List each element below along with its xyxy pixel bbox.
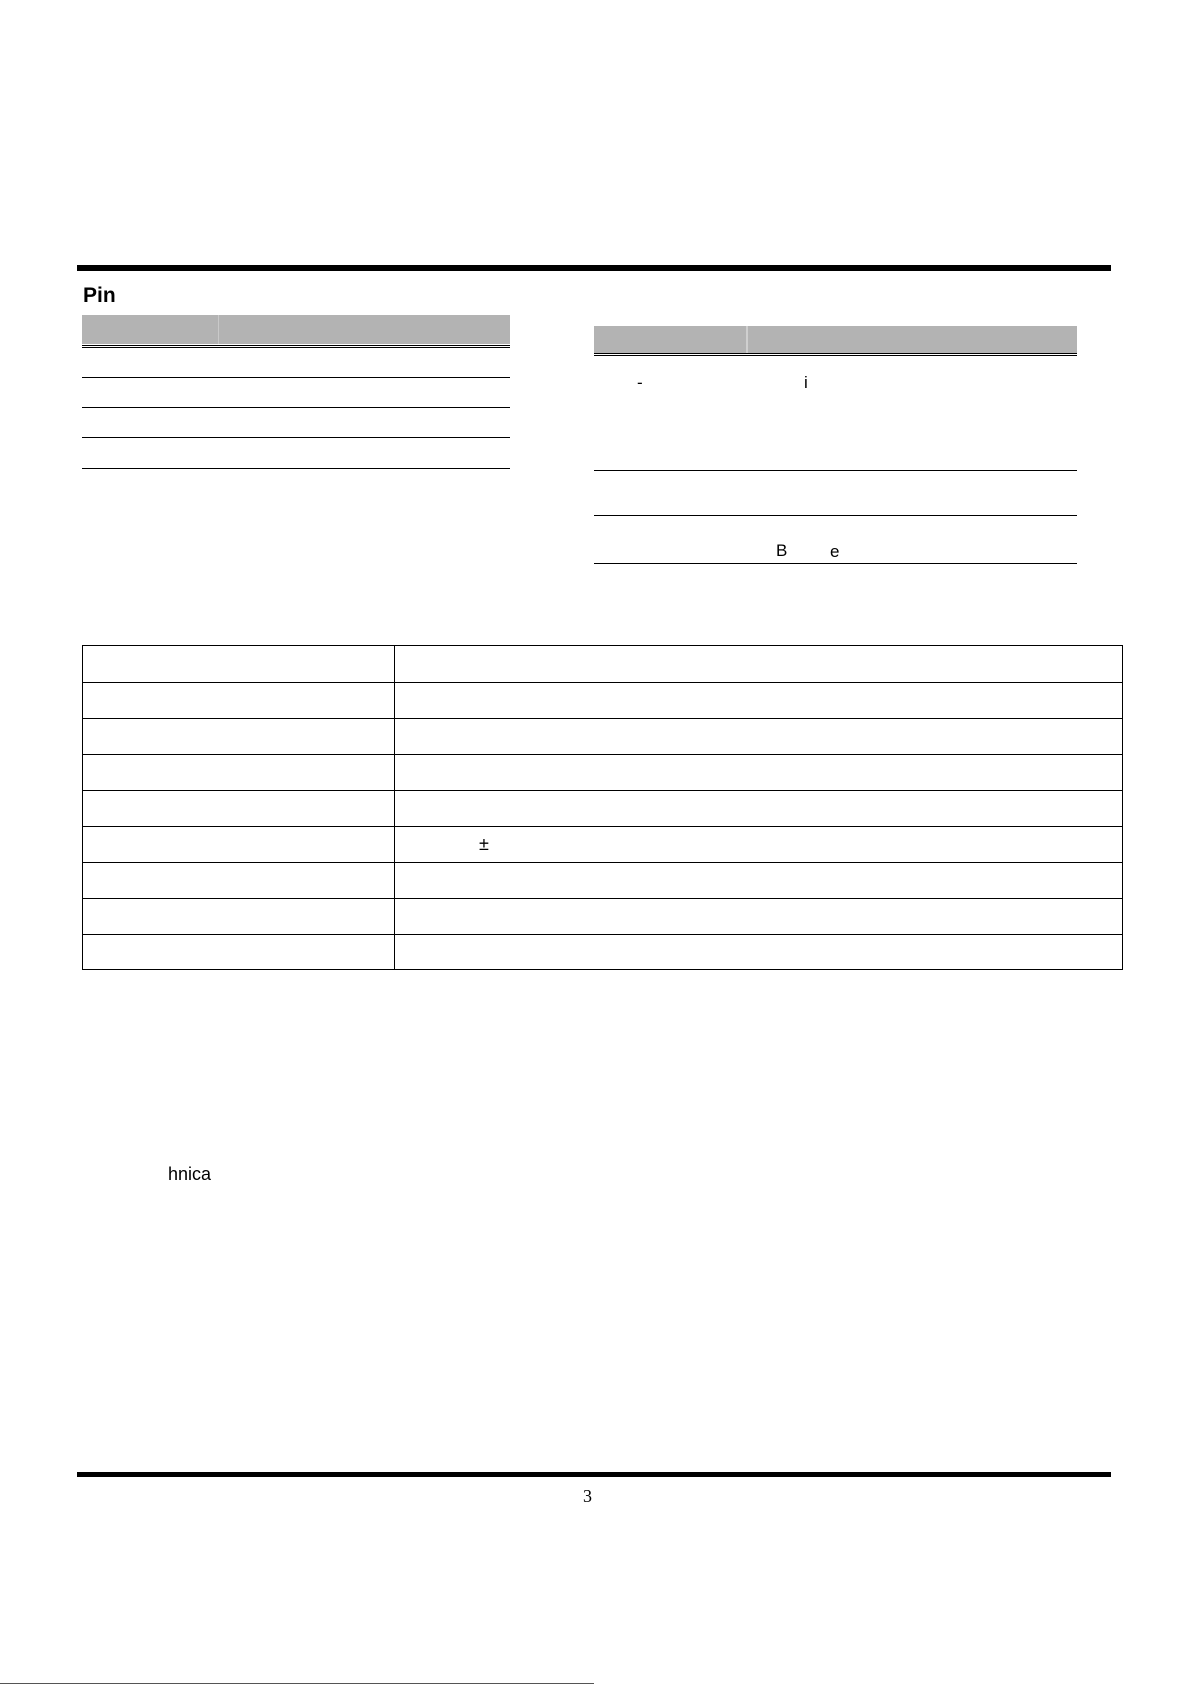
right-table-row-rule — [594, 470, 1077, 471]
spec-table-column-divider — [394, 646, 395, 969]
spec-table-row-rule — [83, 826, 1122, 827]
scan-edge-line — [0, 1683, 594, 1684]
right-table-cell: i — [804, 373, 808, 392]
body-text-fragment: hnica — [168, 1164, 212, 1184]
spec-table-row-rule — [83, 790, 1122, 791]
spec-table-row-rule — [83, 754, 1122, 755]
left-table-header — [82, 315, 510, 344]
left-table-header-rule — [82, 345, 510, 346]
right-table-row-rule — [594, 563, 1077, 564]
spec-table — [82, 645, 1123, 970]
left-table-row-rule — [82, 468, 510, 469]
top-rule — [77, 265, 1111, 271]
spec-table-row-rule — [83, 934, 1122, 935]
right-table-cell: e — [830, 542, 840, 561]
spec-table-row-rule — [83, 898, 1122, 899]
right-table-header-rule — [594, 353, 1077, 354]
section-title: Pin — [83, 284, 116, 307]
spec-table-row-rule — [83, 718, 1122, 719]
plus-minus-symbol: ± — [479, 834, 489, 854]
right-table-header — [594, 326, 1077, 353]
spec-table-row-rule — [83, 682, 1122, 683]
left-table-row-rule — [82, 407, 510, 408]
right-table-cell: B — [776, 541, 788, 560]
left-table-row-rule — [82, 377, 510, 378]
right-table-row-rule — [594, 515, 1077, 516]
left-table-row-rule — [82, 437, 510, 438]
spec-table-row-rule — [83, 862, 1122, 863]
right-table-cell: - — [637, 373, 643, 392]
bottom-rule — [77, 1472, 1111, 1477]
page-number: 3 — [583, 1486, 592, 1506]
